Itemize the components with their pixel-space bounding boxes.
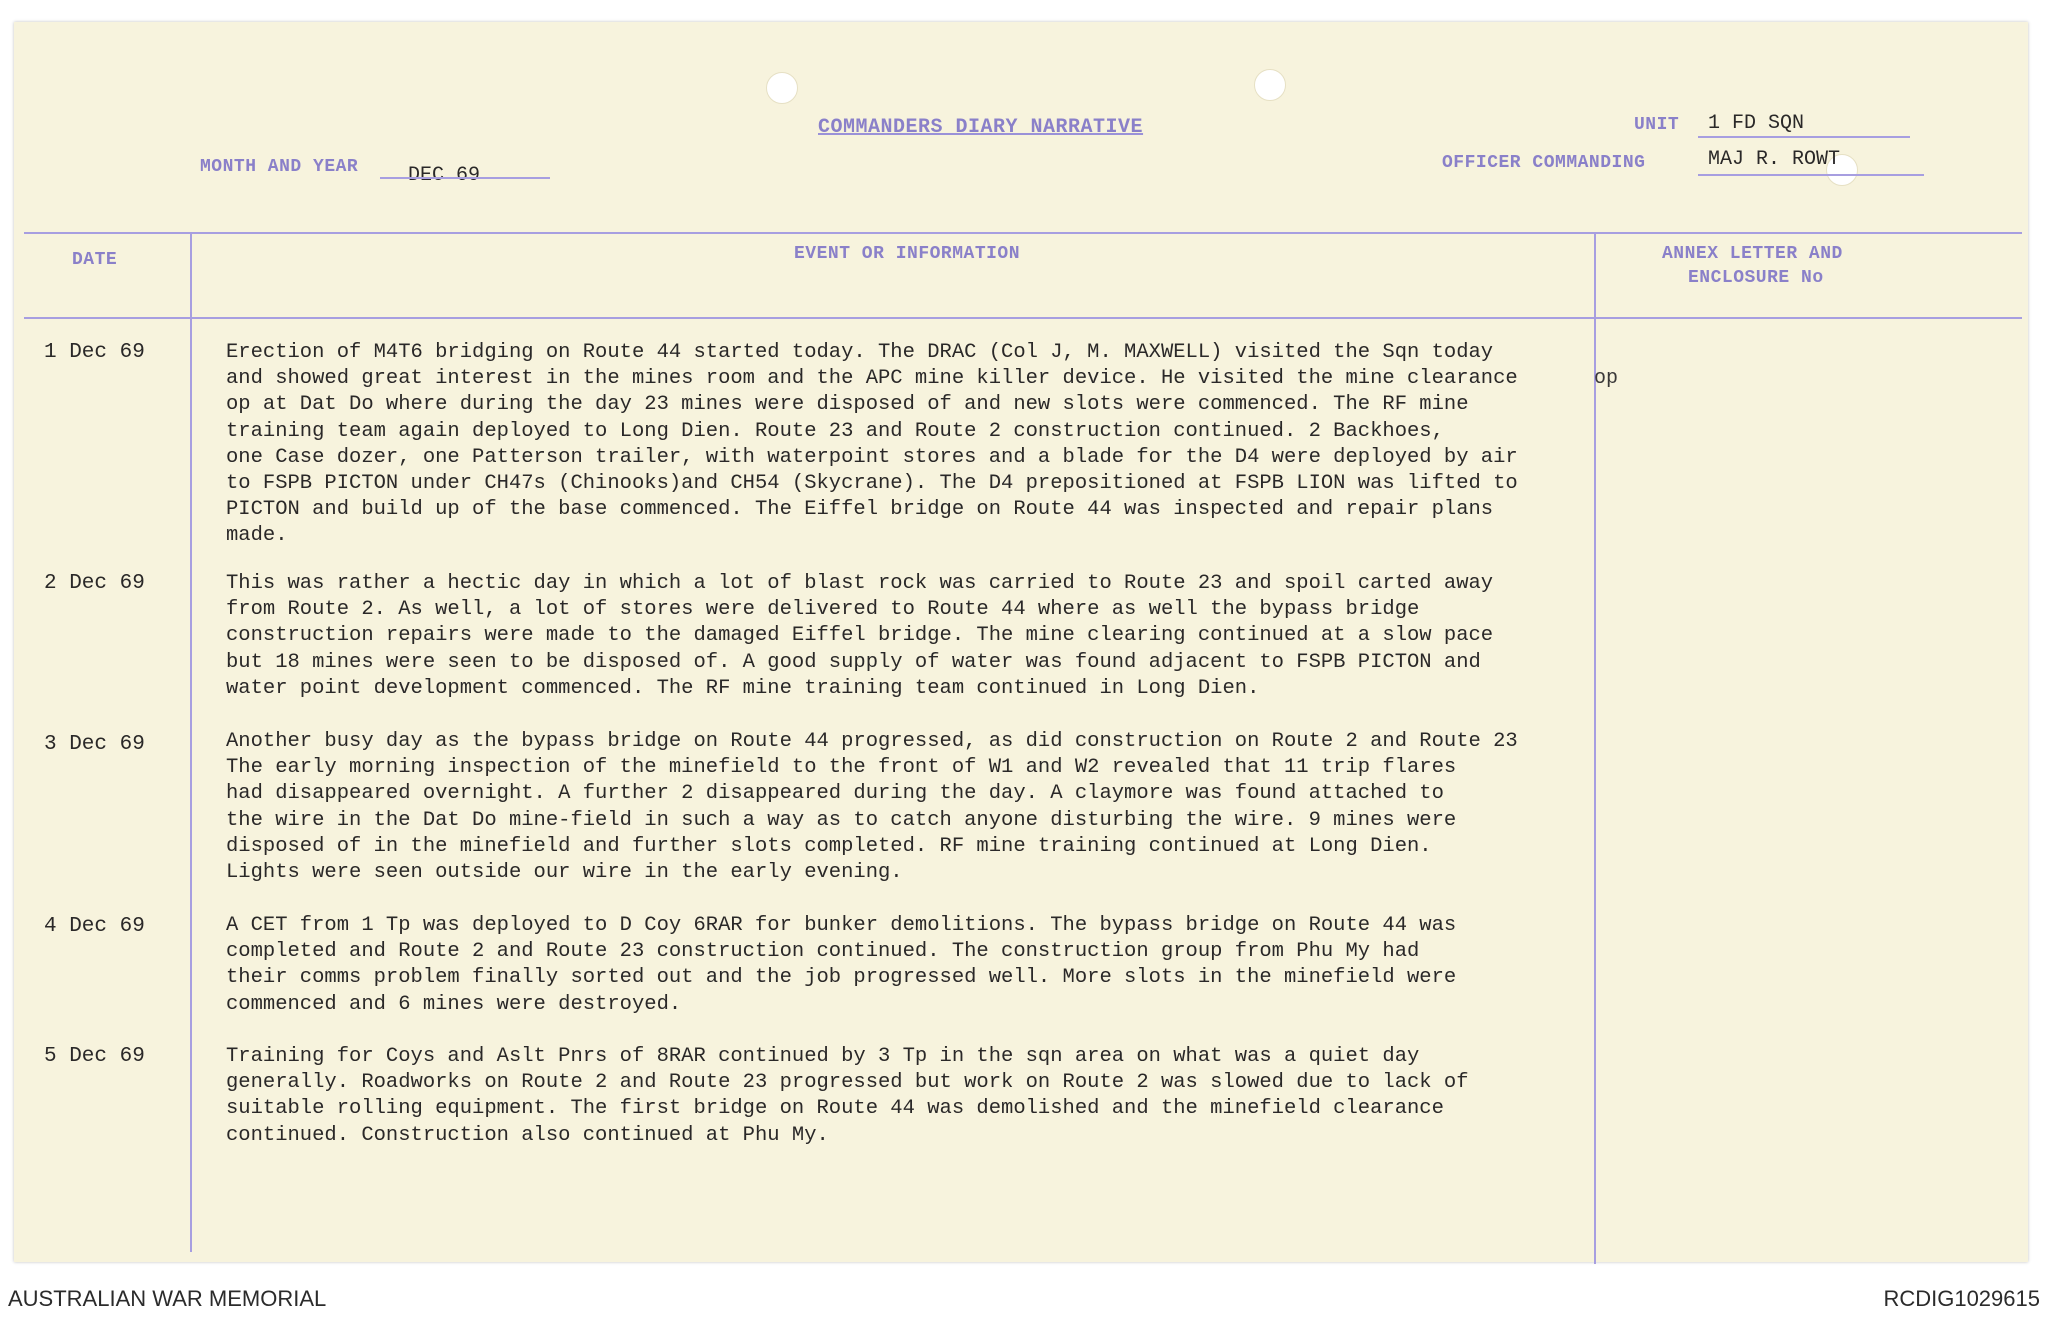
month-year-label: MONTH AND YEAR [200,157,359,177]
entry-date: 4 Dec 69 [44,915,145,938]
table-header-rule [24,317,2022,319]
entry-date: 5 Dec 69 [44,1045,145,1068]
officer-commanding-label: OFFICER COMMANDING [1442,153,1646,173]
entry-date: 2 Dec 69 [44,572,145,595]
officer-commanding-underline [1698,174,1924,176]
entry-date: 3 Dec 69 [44,733,145,756]
entry-text: This was rather a hectic day in which a lot of blast rock was carried to Route 23 and spoil carted away from Route 2. As well, a lot of stores were delivered to Route 44 where as well the bypass bridge construction repairs were made to the damaged Eiffel bridge. The mine clearing continued at a slow pace but 18 mines were seen to be disposed of. A good supply of water was found adjacent to FSPB PICTON and water point development commenced. The RF mine training team continued in Long Dien. [226,572,1494,700]
punch-hole-right [1254,69,1286,101]
event-column-header: EVENT OR INFORMATION [794,244,1021,264]
footer-record-id: RCDIG1029615 [1883,1286,2040,1311]
footer-source: AUSTRALIAN WAR MEMORIAL [8,1286,327,1311]
month-year-underline [380,177,550,179]
entry-date: 1 Dec 69 [44,341,145,364]
punch-hole-left [766,72,798,104]
unit-underline [1698,136,1910,138]
annex-column-header-line2: ENCLOSURE No [1688,268,1824,288]
unit-label: UNIT [1634,115,1680,135]
entry-text: A CET from 1 Tp was deployed to D Coy 6RAR for bunker demolitions. The bypass bridge on Route 44 was completed and Route 2 and Route 23 construction continued. The construction group from Phu My had their comms problem finally sorted out and the job progressed well. More slots in the minefield were commenced and 6 mines were destroyed. [226,914,1457,1016]
entry-text: Training for Coys and Aslt Pnrs of 8RAR continued by 3 Tp in the sqn area on what was a quiet day generally. Roadworks on Route 2 and Route 23 progressed but work on Route 2 was slowed due to lack of suitable rolling equipment. The first bridge on Route 44 was demolished and the minefield clearance continued. Construction also continued at Phu My. [226,1045,1469,1147]
unit-value: 1 FD SQN [1708,112,1805,135]
officer-commanding-value: MAJ R. ROWT [1708,148,1841,171]
entry-text: Erection of M4T6 bridging on Route 44 started today. The DRAC (Col J, M. MAXWELL) visited the Sqn today and showed great interest in the mines room and the APC mine killer device. He visited the mine clearance op at Dat Do where during the day 23 mines were disposed of and new slots were commenced. The RF mine training team again deployed to Long Dien. Route 23 and Route 2 construction continued. 2 Backhoes, one Case dozer, one Patterson trailer, with waterpoint stores and a blade for the D4 were deployed by air to FSPB PICTON under CH47s (Chinooks)and CH54 (Skycrane). The D4 prepositioned at FSPB LION was lifted to PICTON and build up of the base commenced. The Eiffel bridge on Route 44 was inspected and repair plans made. [226,341,1518,548]
date-column-divider [190,232,192,1252]
entry-text: Another busy day as the bypass bridge on Route 44 progressed, as did construction on Route 2 and Route 23 The early morning inspection of the minefield to the front of W1 and W2 revealed that 11 trip flares had disappeared overnight. A further 2 disappeared during the day. A claymore was found attached to the wire in the Dat Do mine-field in such a way as to catch anyone disturbing the wire. 9 mines were disposed of in the minefield and further slots completed. RF mine training continued at Long Dien. Lights were seen outside our wire in the early evening. [226,730,1518,885]
page-title: COMMANDERS DIARY NARRATIVE [818,116,1144,139]
margin-note: op [1594,367,1619,390]
month-year-value: DEC 69 [408,164,481,187]
table-top-rule [24,232,2022,234]
date-column-header: DATE [72,250,118,270]
annex-column-header-line1: ANNEX LETTER AND [1662,244,1843,264]
